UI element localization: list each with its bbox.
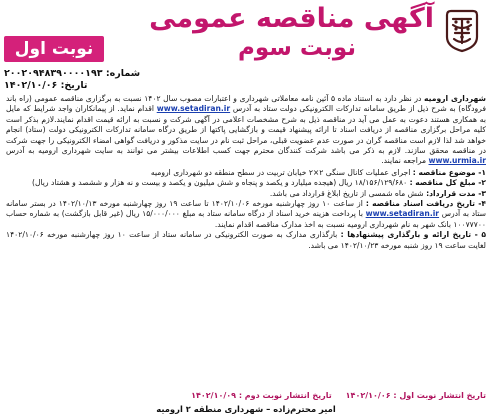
item-label: ۳- مدت قرارداد: <box>426 188 486 198</box>
page-title: آگهی مناقصه عمومی <box>149 3 434 34</box>
intro-text-2: اقدام نماید. از پیمانکاران واجد شرایط که مایل به همکاری هستند دعوت به عمل می آید در مناقصه ذیل به شرح مشخصات اعلامی در آگهی شرکت و نسبت به ارائه قیمت اقدام نمایند.لازم بذکر است کلیه مراحل برگزاری مناقصه از دریافت اسناد تا ارائه پیشنهاد قیمت و بازگشایی پاکتها از طریق درگاه سامانه تدارکات الکترونیکی دولت (ستاد) انجام خواهد شد لذا لازم است مناقصه گران در صورت عدم عضویت قبلی، مراحل ثبت نام در سایت مذکور و دریافت گواهی امضاء الکترونیکی را جهت شرکت در مناقصه محقق سازند. لازم به ذکر می باشد شرکت کنندگان محترم جهت کسب اطلاعات بیشتر می توانند به سایت شهرداری ارومیه به آدرس <box>6 104 486 156</box>
intro-text: در نظر دارد به استناد ماده ۵ آئین نامه معاملاتی شهرداری و اعتبارات مصوب سال ۱۴۰۲ نسبت به برگزاری مناقصه عمومی (راه باند فرودگاه) به شرح ذیل از طریق سامانه تدارکات الکترونیکی دولت ستاد به آدرس <box>6 94 486 114</box>
list-item <box>6 189 486 199</box>
publication-dates <box>6 391 486 400</box>
org-name: شهرداری ارومیه <box>424 94 486 103</box>
list-item <box>6 199 486 230</box>
item-text: شش ماه شمسی از تاریخ ابلاغ قرارداد می باشد. <box>269 188 424 198</box>
list-item <box>6 230 486 251</box>
page-subtitle: نوبت سوم <box>238 35 356 61</box>
notice-body <box>6 94 486 400</box>
item-text: ۱۸/۱۵۶/۱۲۹/۶۸۰ ریال (هیجده میلیارد و یکصد و پنجاه و شش میلیون و یکصد و بیست و نه هزار و ششصد و هشتاد ریال) <box>32 178 408 188</box>
item-label: ۲- مبلغ کل مناقصه : <box>409 178 486 188</box>
list-item <box>6 168 486 178</box>
item-text: بارگذاری مدارک به صورت الکترونیکی در سامانه ستاد از ساعت ۱۰ روز چهارشنبه مورخه ۱۴۰۲/۱۰/۰۶ لغایت ساعت ۱۹ روز شنبه مورخه ۱۴۰۲/۱۰/۲۳ می باشد. <box>6 230 486 250</box>
item-label: ۴- تاریخ دریافت اسناد مناقصه : <box>365 199 486 209</box>
publication-second: تاریخ انتشار نوبت دوم : ۱۴۰۲/۱۰/۰۹ <box>191 391 332 400</box>
urmia-link[interactable]: www.urmia.ir <box>428 156 486 166</box>
intro-paragraph <box>6 94 486 167</box>
item-text: اجرای عملیات کانال سنگی ۲×۲ خیابان تربیت در سطح منطقه دو شهرداری ارومیه <box>150 167 411 177</box>
setad-link[interactable]: www.setadiran.ir <box>365 209 440 219</box>
publication-first: تاریخ انتشار نوبت اول : ۱۴۰۲/۱۰/۰۶ <box>345 391 486 400</box>
municipality-emblem-icon <box>440 6 484 54</box>
intro-text-3: مراجعه نمایند. <box>381 156 427 166</box>
item-label: ۱- موضوع مناقصه : <box>412 167 486 177</box>
tender-number: شماره: ۲۰۰۲۰۹۴۸۳۹۰۰۰۰۱۹۳ <box>4 68 141 79</box>
item-text-2: با پرداخت هزینه خرید اسناد از درگاه سامانه ستاد به مبلغ ۱۵/۰۰۰/۰۰۰ ریال (غیر قابل بازگشت) به شماره حساب ۱۰۰۷۷۷۰۰ بانک شهر به نام شهرداری ارومیه نسبت به اخذ مدارک مناقصه اقدام نمایند. <box>6 209 486 229</box>
tender-date: تاریخ: ۱۴۰۲/۱۰/۰۶ <box>4 80 88 91</box>
item-label: ۵ - تاریخ ارائه و بارگذاری پیشنهادها : <box>340 230 486 240</box>
item-text: از ساعت ۱۰ روز چهارشنبه مورخه ۱۴۰۲/۱۰/۰۶ تا ساعت ۱۹ روز چهارشنبه مورخه ۱۴۰۲/۱۰/۱۳ در بستر سامانه ستاد به آدرس <box>6 199 486 219</box>
list-item <box>6 178 486 188</box>
setad-link[interactable]: www.setadiran.ir <box>156 104 231 114</box>
round-badge: نوبت اول <box>4 36 104 62</box>
signature: امیر محترم‌زاده – شهرداری منطقه ۲ ارومیه <box>156 404 336 414</box>
